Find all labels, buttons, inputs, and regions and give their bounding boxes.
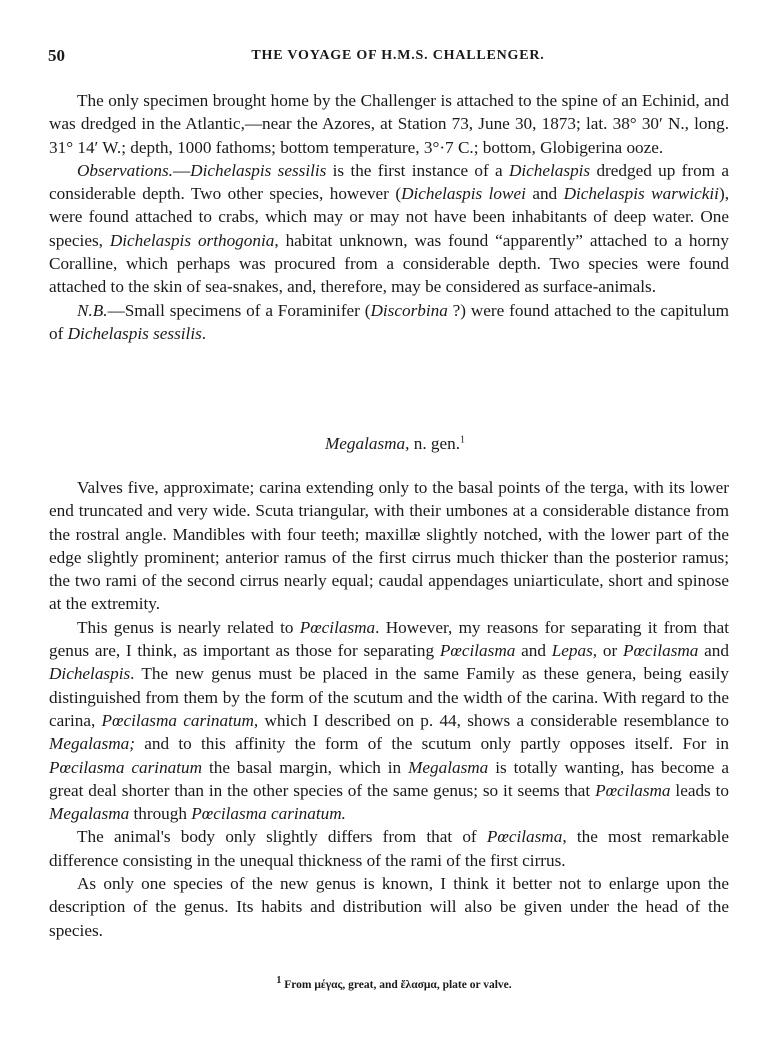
text-block-upper [49, 89, 729, 345]
footnote [0, 975, 776, 991]
paragraph-relationship: This genus is nearly related to Pœcilasma. However, my reasons for separating it from that genus are, I think, as important as those for separating Pœcilasma and Lepas, or Pœcilasma and Dichelaspis. The new genus must be placed in the same Family as these genera, being easily distinguished from them by the form of the scutum and the width of the carina. With regard to the carina, Pœcilasma carinatum, which I described on p. 44, shows a considerable resemblance to Megalasma; and to this affinity the form of the scutum only partly opposes itself. For in Pœcilasma carinatum the basal margin, which in Megalasma is totally wanting, has become a great deal shorter than in the other species of the same genus; so it seems that Pœcilasma leads to Megalasma through Pœcilasma carinatum. [49, 617, 730, 824]
paragraph-conclusion: As only one species of the new genus is known, I think it better not to enlarge upon the description of the genus. Its habits and distribution will also be given under the head of the species. [49, 874, 729, 940]
text-block-lower [49, 476, 729, 942]
paragraph-diagnosis: Valves five, approximate; carina extending only to the basal points of the terga, with its lower end truncated and very wide. Scuta triangular, with their umbones at a considerable distance from the rostral angle. Mandibles with four teeth; maxillæ slightly notched, with the lower part of the edge slightly prominent; anterior ramus of the first cirrus much thicker than the posterior ramus; the two rami of the second cirrus nearly equal; caudal appendages uniarticulate, short and spinose at the extremity. [49, 478, 729, 614]
genus-name: Megalasma [324, 434, 406, 453]
nota-bene-label: N.B. [77, 300, 108, 320]
paragraph-specimen: The only specimen brought home by the Challenger is attached to the spine of an Echinid, and was dredged in the Atlantic,—near the Azores, at Station 73, June 30, 1873; lat. 38° 30′ N., long. 31° 14′ W.; depth, 1000 fathoms; bottom temperature, 3°·7 C.; bottom, Globigerina ooze. [49, 91, 729, 157]
section-heading-megalasma: Megalasma, n. gen.$^1$ [324, 434, 466, 453]
paragraph-observations: Observations.—Dichelaspis sessilis is the first instance of a Dichelaspis dredged up from a considerable depth. Two other species, however (Dichelaspis lowei and Dichelaspis warwickii), were found attached to crabs, which may or may not have been inhabitants of deep water. One species, Dichelaspis orthogonia, habitat unknown, was found “apparently” attached to a horny Coralline, which perhaps was procured from a considerable depth. Two species were found attached to the skin of sea-snakes, and, therefore, may be considered as surface-animals. [49, 160, 729, 297]
running-head: THE VOYAGE OF H.M.S. CHALLENGER. [251, 48, 545, 63]
paragraph-nota-bene: N.B.—Small specimens of a Foraminifer (Discorbina ?) were found attached to the capitulum of Dichelaspis sessilis. [49, 300, 729, 343]
footnote-marker: 1 [276, 975, 282, 986]
footnote-ref: 1 [460, 434, 466, 446]
observations-label: Observations. [77, 160, 173, 180]
footnote-text: From μέγας, great, and ἔλασμα, plate or valve. [281, 978, 512, 991]
page-number: 50 [48, 46, 65, 65]
paragraph-body: The animal's body only slightly differs from that of Pœcilasma, the most remarkable difference consisting in the unequal thickness of the rami of the first cirrus. [49, 827, 730, 870]
